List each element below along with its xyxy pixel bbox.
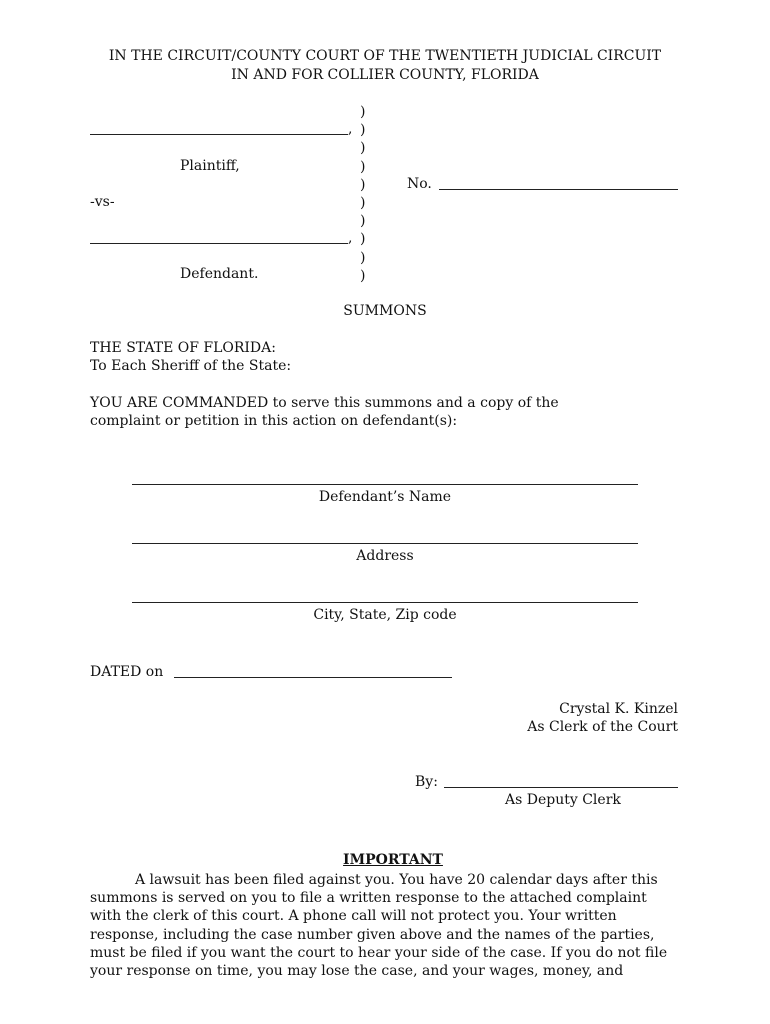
important-heading: IMPORTANT xyxy=(343,852,443,868)
bracket-paren: ) xyxy=(360,249,366,266)
important-line: response, including the case number given above and the names of the parties, xyxy=(90,926,655,943)
state-line2: To Each Sheriff of the State: xyxy=(90,358,292,374)
bracket-paren: ) xyxy=(360,176,366,193)
bracket-paren: ) xyxy=(360,140,366,157)
defendant-comma: , xyxy=(348,230,353,246)
court-header-line2: IN AND FOR COLLIER COUNTY, FLORIDA xyxy=(231,67,539,83)
clerk-title: As Clerk of the Court xyxy=(527,719,678,735)
defendant-label: Defendant. xyxy=(180,266,259,282)
defendant-name-field-line[interactable] xyxy=(132,484,638,485)
clerk-name: Crystal K. Kinzel xyxy=(559,701,678,717)
dated-line[interactable] xyxy=(174,677,452,678)
bracket-paren: ) xyxy=(360,158,366,175)
plaintiff-label: Plaintiff, xyxy=(180,158,240,174)
address-caption: Address xyxy=(356,548,414,564)
bracket-paren: ) xyxy=(360,267,366,284)
plaintiff-comma: , xyxy=(348,121,353,137)
defendant-name-line[interactable] xyxy=(90,243,348,244)
bracket-paren: ) xyxy=(360,104,366,120)
bracket-paren: ) xyxy=(360,194,366,211)
important-line: your response on time, you may lose the case, and your wages, money, and xyxy=(90,963,624,980)
defendant-name-caption: Defendant’s Name xyxy=(318,489,452,505)
bracket-paren: ) xyxy=(360,122,366,139)
bracket-paren: ) xyxy=(360,213,366,230)
important-line: summons is served on you to file a written response to the attached complaint xyxy=(90,890,647,907)
deputy-signature-line[interactable] xyxy=(444,787,678,788)
dated-label: DATED on xyxy=(90,664,164,680)
plaintiff-name-line[interactable] xyxy=(90,134,348,135)
important-line: must be filed if you want the court to hear your side of the case. If you do not file xyxy=(90,944,668,961)
command-line1: YOU ARE COMMANDED to serve this summons and a copy of the xyxy=(90,395,559,411)
state-line1: THE STATE OF FLORIDA: xyxy=(90,340,276,356)
bracket-paren: ) xyxy=(360,231,366,248)
command-line2: complaint or petition in this action on defendant(s): xyxy=(90,413,458,429)
city-state-zip-caption: City, State, Zip code xyxy=(313,607,457,623)
important-line: with the clerk of this court. A phone call will not protect you. Your written xyxy=(90,908,617,925)
important-line: A lawsuit has been filed against you. You have 20 calendar days after this xyxy=(135,872,658,888)
document-title: SUMMONS xyxy=(343,303,427,319)
court-header-line1: IN THE CIRCUIT/COUNTY COURT OF THE TWENTIETH JUDICIAL CIRCUIT xyxy=(108,48,662,64)
city-state-zip-field-line[interactable] xyxy=(132,602,638,603)
case-number-line[interactable] xyxy=(439,189,678,190)
by-label: By: xyxy=(415,774,438,790)
deputy-clerk-label: As Deputy Clerk xyxy=(505,792,621,808)
case-number-label: No. xyxy=(407,176,432,192)
caption-bracket xyxy=(360,103,370,285)
address-field-line[interactable] xyxy=(132,543,638,544)
important-paragraph xyxy=(90,871,690,980)
vs-label: -vs- xyxy=(90,194,115,210)
